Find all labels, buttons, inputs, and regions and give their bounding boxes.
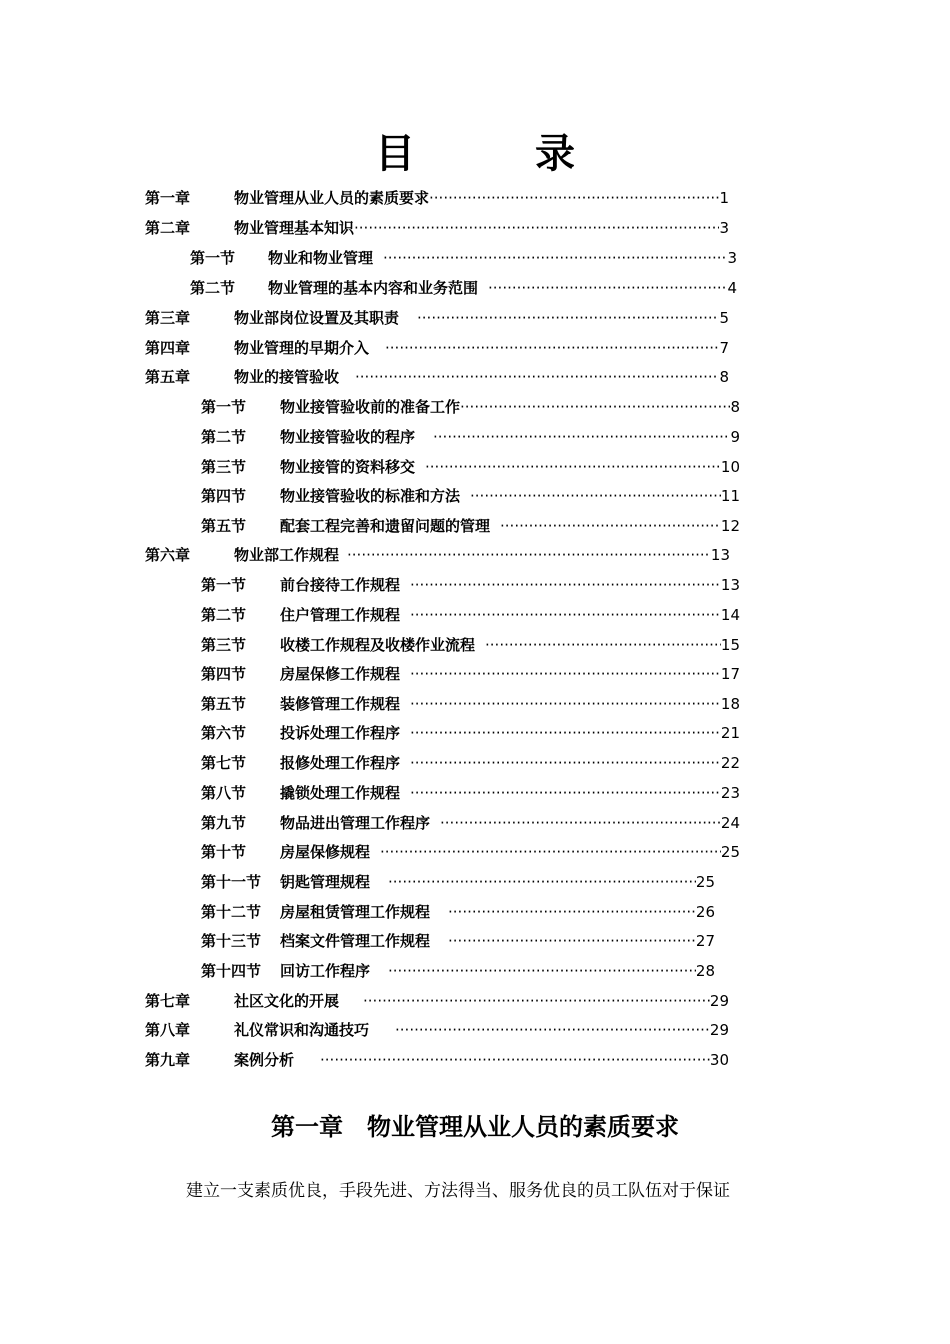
toc-section-6-4[interactable] — [201, 662, 740, 686]
toc-section-6-6[interactable] — [201, 721, 740, 745]
toc-page: 13 — [720, 576, 740, 594]
toc-leader — [355, 365, 719, 389]
toc-title: 物业接管验收的标准和方法 — [280, 487, 461, 505]
toc-section-6-7[interactable] — [201, 751, 740, 775]
toc-label: 第一节 — [201, 398, 247, 416]
toc-title: 物品进出管理工作程序 — [280, 814, 431, 832]
toc-leader — [347, 543, 711, 567]
toc-title: 物业和物业管理 — [268, 249, 374, 267]
toc-title: 物业管理的早期介入 — [234, 339, 370, 357]
toc-section-5-1[interactable] — [201, 395, 740, 419]
toc-chapter-6[interactable] — [145, 543, 730, 567]
toc-label: 第三章 — [145, 309, 191, 327]
toc-chapter-2[interactable] — [145, 216, 729, 240]
toc-leader — [460, 395, 730, 419]
toc-label: 第六节 — [201, 724, 247, 742]
toc-label: 第四节 — [201, 487, 247, 505]
toc-title: 物业部工作规程 — [234, 546, 340, 564]
toc-label: 第二节 — [190, 279, 236, 297]
toc-page: 17 — [720, 665, 740, 683]
toc-leader — [388, 959, 696, 983]
toc-page: 27 — [695, 932, 715, 950]
toc-page: 1 — [719, 189, 729, 207]
toc-page: 18 — [720, 695, 740, 713]
toc-leader — [320, 1048, 710, 1072]
toc-page: 7 — [719, 339, 729, 357]
toc-leader — [385, 336, 719, 360]
toc-leader — [440, 811, 721, 835]
toc-page: 29 — [709, 1021, 729, 1039]
toc-leader — [354, 216, 719, 240]
toc-page: 22 — [720, 754, 740, 772]
toc-leader — [410, 751, 721, 775]
toc-title: 物业部岗位设置及其职责 — [234, 309, 400, 327]
toc-section-2-1[interactable] — [190, 246, 737, 270]
toc-leader — [363, 989, 710, 1013]
toc-label: 第二节 — [201, 606, 247, 624]
toc-title: 社区文化的开展 — [234, 992, 340, 1010]
toc-leader — [410, 662, 721, 686]
body-paragraph: 建立一支素质优良，手段先进、方法得当、服务优良的员工队伍对于保证 — [186, 1181, 730, 1201]
toc-label: 第一章 — [145, 189, 191, 207]
toc-title: 报修处理工作程序 — [280, 754, 401, 772]
toc-label: 第一节 — [190, 249, 236, 267]
chapter-heading — [0, 1110, 950, 1144]
toc-label: 第十一节 — [201, 873, 262, 891]
toc-leader — [410, 573, 721, 597]
chapter-heading-title: 物业管理从业人员的素质要求 — [367, 1113, 679, 1141]
toc-section-6-1[interactable] — [201, 573, 740, 597]
toc-title: 配套工程完善和遗留问题的管理 — [280, 517, 491, 535]
toc-leader — [380, 840, 721, 864]
toc-title: 物业的接管验收 — [234, 368, 340, 386]
toc-leader — [448, 900, 696, 924]
toc-section-6-12[interactable] — [201, 900, 715, 924]
toc-section-6-5[interactable] — [201, 692, 740, 716]
toc-title: 物业接管的资料移交 — [280, 458, 416, 476]
toc-label: 第五章 — [145, 368, 191, 386]
toc-page: 28 — [695, 962, 715, 980]
toc-label: 第四章 — [145, 339, 191, 357]
toc-label: 第三节 — [201, 636, 247, 654]
toc-title: 前台接待工作规程 — [280, 576, 401, 594]
toc-leader — [417, 306, 719, 330]
toc-title: 礼仪常识和沟通技巧 — [234, 1021, 370, 1039]
toc-leader — [485, 633, 721, 657]
toc-section-6-10[interactable] — [201, 840, 740, 864]
toc-section-6-11[interactable] — [201, 870, 715, 894]
toc-title: 回访工作程序 — [280, 962, 371, 980]
toc-label: 第四节 — [201, 665, 247, 683]
toc-chapter-3[interactable] — [145, 306, 729, 330]
toc-page: 3 — [719, 219, 729, 237]
toc-title: 住户管理工作规程 — [280, 606, 401, 624]
toc-title: 收楼工作规程及收楼作业流程 — [280, 636, 476, 654]
toc-label: 第十节 — [201, 843, 247, 861]
toc-chapter-4[interactable] — [145, 336, 729, 360]
toc-chapter-9[interactable] — [145, 1048, 729, 1072]
toc-chapter-7[interactable] — [145, 989, 729, 1013]
toc-page: 29 — [709, 992, 729, 1010]
toc-leader — [395, 1018, 710, 1042]
toc-section-5-5[interactable] — [201, 514, 740, 538]
toc-label: 第五节 — [201, 695, 247, 713]
toc-label: 第八节 — [201, 784, 247, 802]
toc-chapter-1[interactable] — [145, 186, 729, 210]
toc-title: 房屋保修工作规程 — [280, 665, 401, 683]
toc-label: 第九章 — [145, 1051, 191, 1069]
toc-section-6-2[interactable] — [201, 603, 740, 627]
toc-title: 物业管理的基本内容和业务范围 — [268, 279, 479, 297]
toc-title: 物业管理基本知识 — [234, 219, 355, 237]
toc-leader — [410, 721, 721, 745]
toc-title: 装修管理工作规程 — [280, 695, 401, 713]
toc-page: 25 — [720, 843, 740, 861]
toc-leader — [388, 870, 696, 894]
toc-section-6-8[interactable] — [201, 781, 740, 805]
toc-page: 24 — [720, 814, 740, 832]
toc-section-5-3[interactable] — [201, 455, 740, 479]
toc-section-6-3[interactable] — [201, 633, 740, 657]
toc-page: 8 — [719, 368, 729, 386]
toc-title: 物业管理从业人员的素质要求 — [234, 189, 430, 207]
toc-page: 15 — [720, 636, 740, 654]
toc-leader — [500, 514, 721, 538]
toc-section-6-9[interactable] — [201, 811, 740, 835]
toc-label: 第八章 — [145, 1021, 191, 1039]
toc-label: 第二章 — [145, 219, 191, 237]
toc-leader — [470, 484, 721, 508]
toc-leader — [448, 929, 696, 953]
toc-page: 5 — [719, 309, 729, 327]
toc-chapter-5[interactable] — [145, 365, 729, 389]
toc-page: 30 — [709, 1051, 729, 1069]
toc-page: 23 — [720, 784, 740, 802]
toc-page: 9 — [730, 428, 740, 446]
toc-title: 物业接管验收的程序 — [280, 428, 416, 446]
toc-title: 撬锁处理工作规程 — [280, 784, 401, 802]
toc-label: 第十四节 — [201, 962, 262, 980]
toc-title: 案例分析 — [234, 1051, 295, 1069]
toc-label: 第十三节 — [201, 932, 262, 950]
toc-title: 投诉处理工作程序 — [280, 724, 401, 742]
toc-page: 8 — [730, 398, 740, 416]
toc-section-6-13[interactable] — [201, 929, 715, 953]
toc-page: 12 — [720, 517, 740, 535]
toc-label: 第十二节 — [201, 903, 262, 921]
toc-page: 13 — [710, 546, 730, 564]
toc-label: 第五节 — [201, 517, 247, 535]
toc-page: 4 — [727, 279, 737, 297]
toc-title: 物业接管验收前的准备工作 — [280, 398, 461, 416]
toc-page: 3 — [727, 249, 737, 267]
toc-section-5-2[interactable] — [201, 425, 740, 449]
chapter-heading-label: 第一章 — [271, 1113, 343, 1141]
toc-chapter-8[interactable] — [145, 1018, 729, 1042]
toc-leader — [433, 425, 730, 449]
toc-label: 第九节 — [201, 814, 247, 832]
toc-leader — [488, 276, 727, 300]
toc-leader — [383, 246, 727, 270]
toc-label: 第七章 — [145, 992, 191, 1010]
toc-label: 第一节 — [201, 576, 247, 594]
toc-label: 第六章 — [145, 546, 191, 564]
toc-title: 钥匙管理规程 — [280, 873, 371, 891]
toc-page: 11 — [720, 487, 740, 505]
toc-page: 25 — [695, 873, 715, 891]
toc-leader — [425, 455, 721, 479]
toc-page: 26 — [695, 903, 715, 921]
toc-label: 第七节 — [201, 754, 247, 772]
toc-leader — [410, 603, 721, 627]
page-title: 目录 — [375, 131, 695, 177]
toc-page: 21 — [720, 724, 740, 742]
toc-section-6-14[interactable] — [201, 959, 715, 983]
toc-page: 14 — [720, 606, 740, 624]
toc-leader — [410, 692, 721, 716]
toc-title: 房屋保修规程 — [280, 843, 371, 861]
toc-section-5-4[interactable] — [201, 484, 740, 508]
toc-section-2-2[interactable] — [190, 276, 737, 300]
toc-title: 房屋租赁管理工作规程 — [280, 903, 431, 921]
toc-leader — [410, 781, 721, 805]
toc-title: 档案文件管理工作规程 — [280, 932, 431, 950]
toc-label: 第三节 — [201, 458, 247, 476]
toc-label: 第二节 — [201, 428, 247, 446]
toc-page: 10 — [720, 458, 740, 476]
toc-leader — [429, 186, 719, 210]
